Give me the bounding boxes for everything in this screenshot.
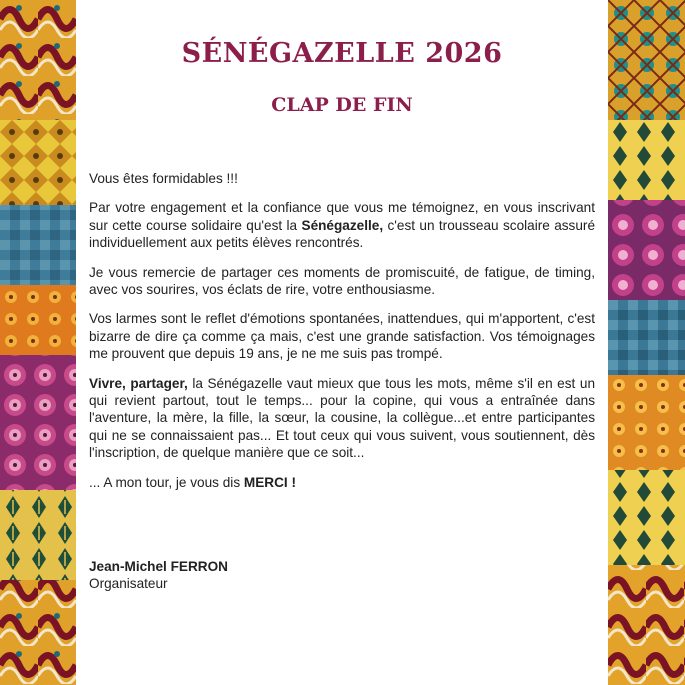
paragraph-merci — [89, 474, 595, 491]
letter-body — [89, 170, 595, 503]
page-subtitle: CLAP DE FIN — [271, 94, 413, 116]
p2-text-end: c'est un trousseau scolaire assuré individuellement aux petits élèves rencontrés. — [89, 217, 595, 251]
left-wax-pattern — [0, 0, 76, 685]
p5-text: la Sénégazelle vaut mieux que tous les mots, même s'il en est un qui revient partout, tout le temps... pour la copine, qui vous a entraînée dans l'aventure, la mère, la fille, la sœur, la cousine, la collègue...et entre participantes qui ne se connaissaient pas... Et tout ceux qui vous suivent, vous soutiennent, dès l'inscription, de quelque manière que ce soit... — [89, 375, 596, 461]
p5-highlight: Vivre, partager, — [89, 375, 188, 391]
page-title: SÉNÉGAZELLE 2026 — [181, 38, 503, 69]
p6-text: ... A mon tour, je vous dis — [89, 474, 244, 490]
paragraph-emotions: Vos larmes sont le reflet d'émotions spontanées, inattendues, qui m'apportent, c'est bizarre de dire ça comme ça mais, c'est une grande satisfaction. Vos témoignages me prouvent que depuis 19 ans, je ne me suis pas trompé. — [89, 311, 595, 362]
signature-name: Jean-Michel FERRON — [89, 559, 228, 574]
paragraph-greeting: Vous êtes formidables !!! — [89, 171, 238, 186]
p2-text-start: Par votre engagement et la confiance que vous me témoignez, en vous inscrivant sur cette course solidaire qu'est la — [89, 200, 595, 233]
p6-highlight: MERCI ! — [243, 474, 297, 490]
right-fabric-border — [608, 0, 685, 685]
paragraph-engagement — [89, 199, 595, 251]
letter-page — [76, 0, 608, 685]
paragraph-thanks: Je vous remercie de partager ces moments de promiscuité, de fatigue, de timing, avec vos sourires, vos éclats de rire, votre enthousiasme. — [89, 264, 595, 298]
left-fabric-border — [0, 0, 76, 685]
signature-block — [89, 558, 228, 592]
paragraph-share — [89, 375, 595, 462]
signature-role: Organisateur — [89, 576, 168, 591]
p2-highlight: Sénégazelle, — [301, 217, 384, 233]
right-wax-pattern — [608, 0, 685, 685]
